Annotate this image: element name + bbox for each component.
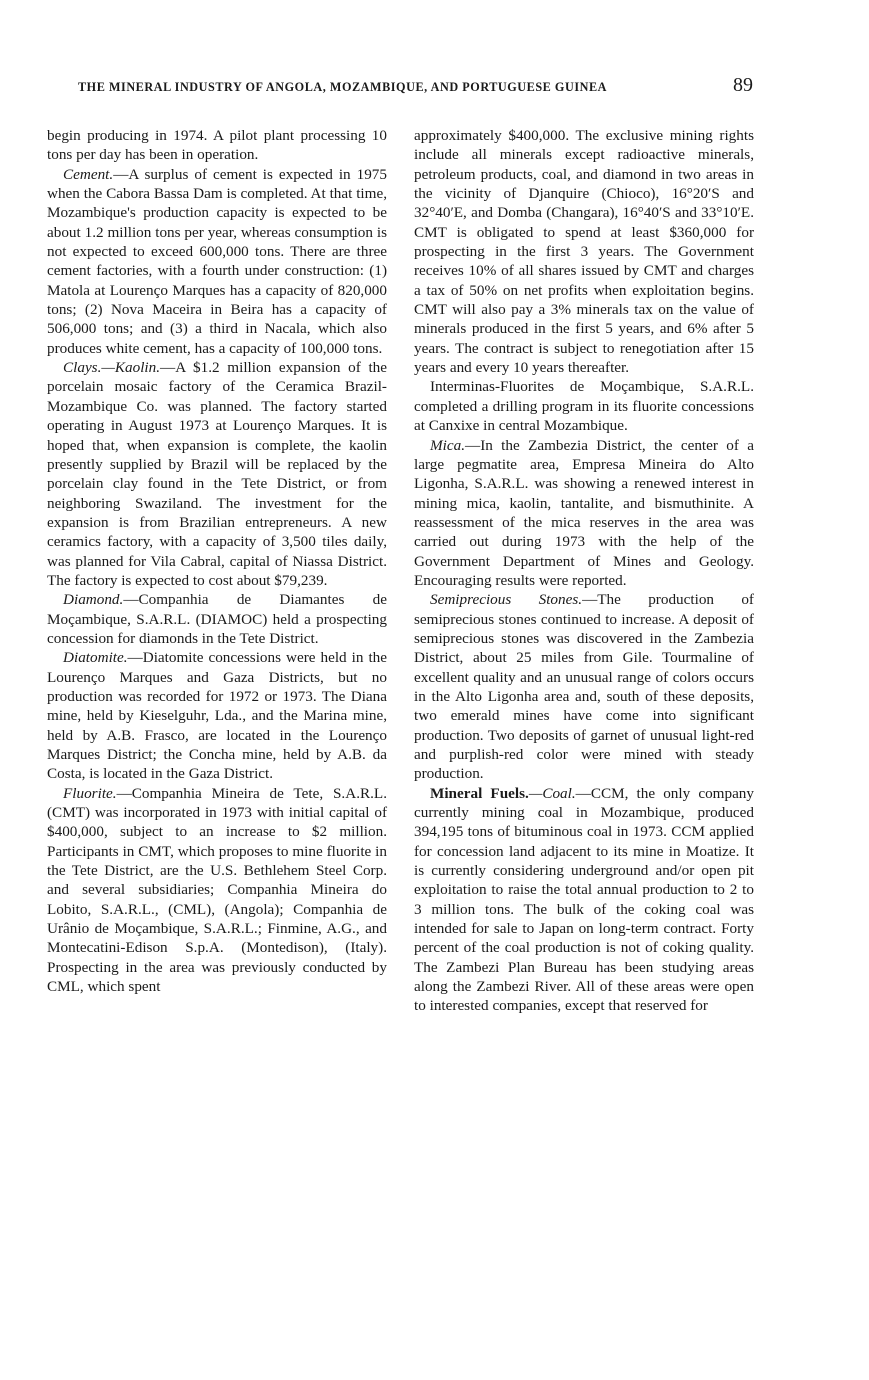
clays-heading: Clays.—Kaolin. <box>63 359 161 377</box>
diamond-heading: Diamond. <box>63 591 124 609</box>
right-column <box>414 126 754 1016</box>
diatomite-heading: Diatomite. <box>63 649 128 667</box>
mica-text: —In the Zambezia District, the center of a large pegmatite area, Empresa Mineira do Alto Ligonha, S.A.R.L. was showing a renewed interest in mining mica, kaolin, tantalite, and bismuthinite. A reassessment of the mica reserves in the area was carried out during 1973 with the help of the Government Department of Mines and Geology. Encouraging results were reported. <box>414 436 754 589</box>
coal-heading: —Coal. <box>528 784 576 802</box>
left-column <box>47 126 387 996</box>
coal-text: —CCM, the only company currently mining coal in Mozambique, produced 394,195 tons of bituminous coal in 1973. CCM applied for concession land adjacent to its mine in Moatize. It is currently considering underground and/or open pit exploitation to raise the total annual production to 2 to 3 million tons. The bulk of the coking coal was intended for sale to Japan on long-term contract. Forty percent of the coal production is not of coking quality. The Zambezi Plan Bureau has been studying areas along the Zambezi River. All of these areas were open to interested companies, except that reserved for <box>414 784 754 1015</box>
header-title: THE MINERAL INDUSTRY OF ANGOLA, MOZAMBIQUE, AND PORTUGUESE GUINEA <box>78 80 607 94</box>
semiprecious-text: —The production of semiprecious stones continued to increase. A deposit of semiprecious stones was discovered in the Zambezia District, about 25 miles from Gile. Tourmaline of excellent quality and an unusual range of colors occurs in the Alto Ligonha area and, south of these deposits, two emerald mines have come into significant production. Two deposits of garnet of unusual light-red and purplish-red color were mined with steady production. <box>414 591 754 783</box>
mineral-fuels-heading: Mineral Fuels. <box>430 784 529 802</box>
paragraph-semiprecious <box>414 590 754 783</box>
fluorite-heading: Fluorite. <box>63 784 117 802</box>
running-header <box>78 74 768 104</box>
diamond-text: —Companhia de Diamantes de Moçambique, S.A.R.L. (DIAMOC) held a prospecting concession for diamonds in the Tete District. <box>47 591 387 647</box>
paragraph-coal <box>414 784 754 1016</box>
paragraph-interminas: Interminas-Fluorites de Moçambique, S.A.R.L. completed a drilling program in its fluorite concessions at Canxixe in central Mozambique. <box>414 378 754 435</box>
paragraph-mica <box>414 436 754 591</box>
paragraph-clays <box>47 358 387 590</box>
paragraph-fluorite <box>47 784 387 997</box>
cement-heading: Cement. <box>63 165 114 183</box>
paragraph-cement <box>47 165 387 358</box>
fluorite-text: —Companhia Mineira de Tete, S.A.R.L. (CMT) was incorporated in 1973 with initial capital of $400,000, subject to an increase to $2 million. Participants in CMT, which proposes to mine fluorite in the Tete District, are the U.S. Bethlehem Steel Corp. and several subsidiaries; Companhia Mineira do Lobito, S.A.R.L., (CML), (Angola); Companhia de Urânio de Moçambique, S.A.R.L.; Finmine, A.G., and Montecatini-Edison S.p.A. (Montedison), (Italy). Prospecting in the area was previously conducted by CML, which spent <box>47 784 387 996</box>
semiprecious-heading: Semiprecious Stones. <box>430 591 583 609</box>
diatomite-text: —Diatomite concessions were held in the Lourenço Marques and Gaza Districts, but no production was recorded for 1972 or 1973. The Diana mine, held by Kieselguhr, Lda., and the Marina mine, held by A.B. Frasco, are located in the Lourenço Marques District; the Concha mine, held by A.B. da Costa, is located in the Gaza District. <box>47 649 387 783</box>
paragraph-diatomite <box>47 648 387 783</box>
paragraph-cmt-rights: approximately $400,000. The exclusive mining rights include all minerals except radioactive minerals, petroleum products, coal, and diamond in two areas in the vicinity of Djanquire (Chioco), 16°20′S and 32°40′E, and Domba (Changara), 16°40′S and 33°10′E. CMT is obligated to spend at least $360,000 for prospecting in the first 3 years. The Government receives 10% of all shares issued by CMT and charges a tax of 50% on net profits when exploitation begins. CMT will also pay a 3% minerals tax on the value of minerals produced in the first 5 years, and 6% after 5 years. The contract is subject to renegotiation after 15 years and every 10 years thereafter. <box>414 127 754 377</box>
mica-heading: Mica. <box>430 436 466 454</box>
cement-text: —A surplus of cement is expected in 1975 when the Cabora Bassa Dam is completed. At that time, Mozambique's production capacity is expected to be about 1.2 million tons per year, whereas consumption is not expected to exceed 600,000 tons. There are three cement factories, with a fourth under construction: (1) Matola at Lourenço Marques has a capacity of 820,000 tons; (2) Nova Maceira in Beira has a capacity of 506,000 tons; and (3) a third in Nacala, which also produces white cement, has a capacity of 100,000 tons. <box>47 165 387 357</box>
clays-text: —A $1.2 million expansion of the porcelain mosaic factory of the Ceramica Brazil-Mozambique Co. was planned. The factory started operating in August 1973 at Lourenço Marques. It is hoped that, when expansion is complete, the kaolin presently supplied by Brazil will be replaced by the porcelain clay found in the Tete District, or from neighboring Swaziland. The investment for the expansion is from Brazilian entrepreneurs. A new ceramics factory, with a capacity of 3,500 tiles daily, was planned for Vila Cabral, capital of Niassa District. The factory is expected to cost about $79,239. <box>47 359 387 589</box>
page-number: 89 <box>733 74 753 96</box>
paragraph-pilot-plant: begin producing in 1974. A pilot plant processing 10 tons per day has been in operation. <box>47 127 387 164</box>
paragraph-diamond <box>47 590 387 648</box>
